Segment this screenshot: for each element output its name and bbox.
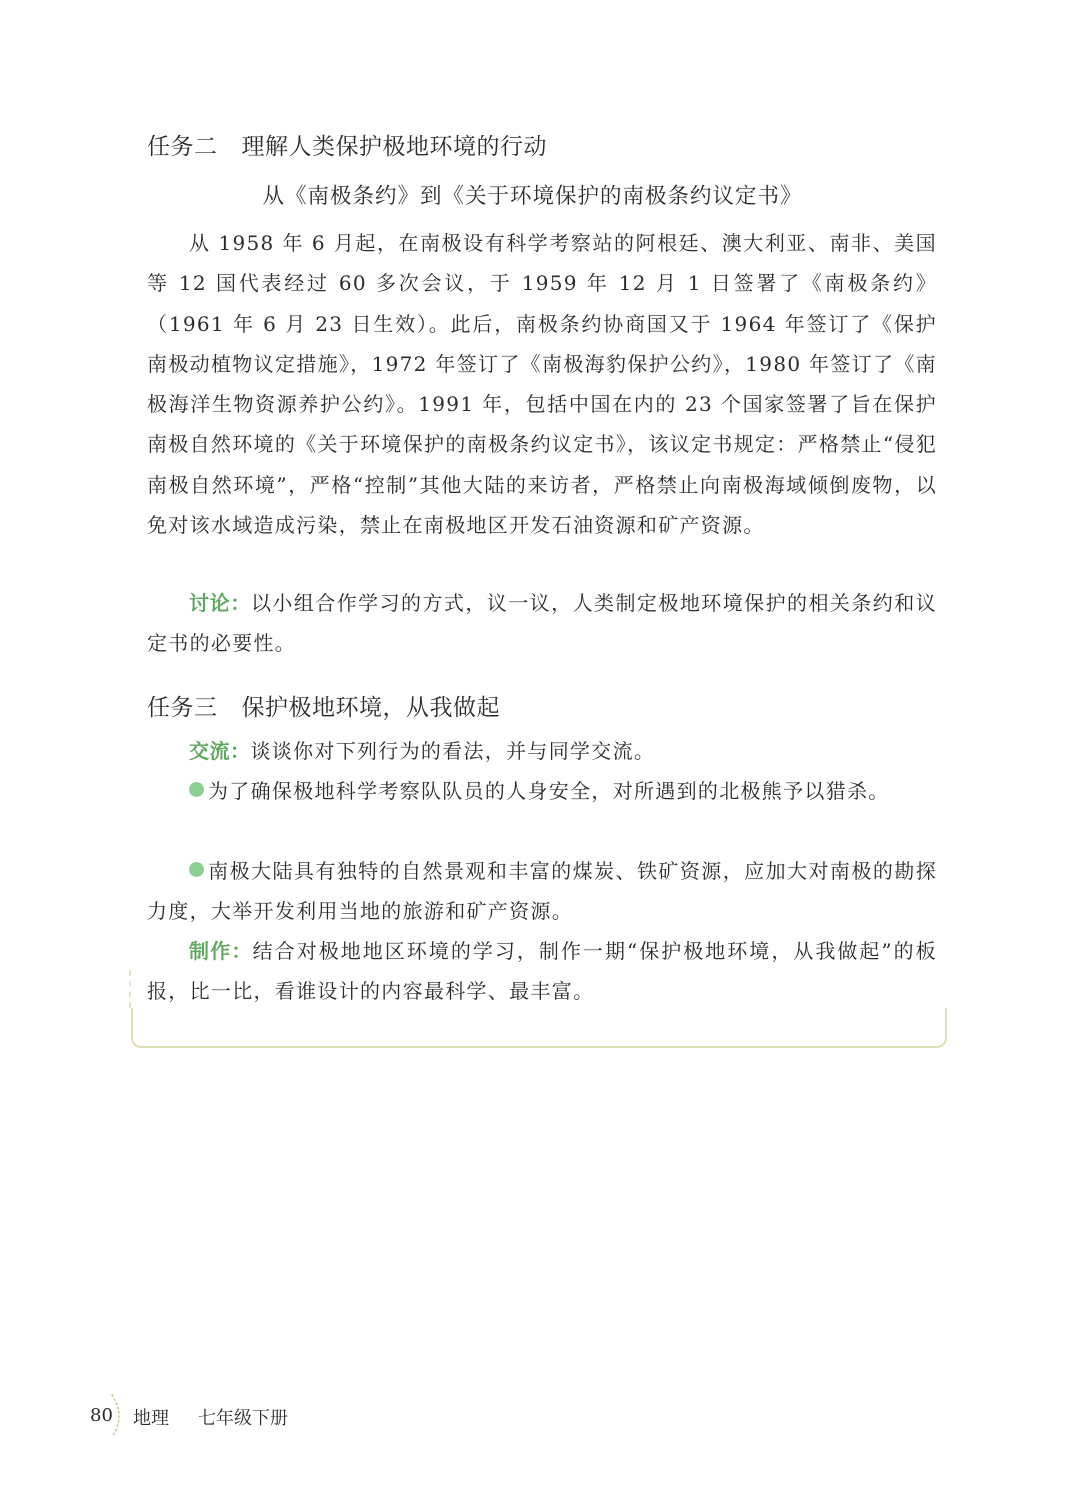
footer-subject: 地理: [133, 1408, 169, 1429]
task2-label: 任务二: [147, 134, 218, 160]
task3-heading: [147, 689, 500, 722]
green-bullet-icon: [189, 862, 204, 877]
exchange-bullet-text: 为了确保极地科学考察队队员的人身安全，对所遇到的北极熊予以猎杀。: [208, 779, 890, 803]
green-bullet-icon: [189, 782, 204, 797]
task3-title: 保护极地环境，从我做起: [241, 695, 500, 721]
activity-box-right-edge: [945, 1014, 947, 1028]
making-text: 结合对极地地区环境的学习，制作一期“保护极地环境，从我做起”的板报，比一比，看谁设计的内容最科学、最丰富。: [147, 939, 937, 1004]
activity-box-dashed-edge: [129, 970, 131, 1008]
discussion-block: [147, 583, 937, 664]
footer-dotted-arc-icon: [108, 1393, 128, 1439]
footer-grade: 七年级下册: [198, 1408, 288, 1429]
task2-title: 理解人类保护极地环境的行动: [241, 134, 547, 160]
discussion-text: 以小组合作学习的方式，议一议，人类制定极地环境保护的相关条约和议定书的必要性。: [147, 591, 937, 656]
exchange-text: 谈谈你对下列行为的看法，并与同学交流。: [250, 739, 656, 763]
activity-box-frame: [131, 1008, 947, 1048]
exchange-bullet-text: 南极大陆具有独特的自然景观和丰富的煤炭、铁矿资源，应加大对南极的勘探力度，大举开发利用当地的旅游和矿产资源。: [147, 859, 937, 924]
exchange-block: [147, 731, 937, 771]
page-number: 80: [90, 1405, 113, 1426]
exchange-bullet-item: [147, 851, 937, 932]
treaty-paragraph: 从 1958 年 6 月起，在南极设有科学考察站的阿根廷、澳大利亚、南非、美国等 12 国代表经过 60 多次会议，于 1959 年 12 月 1 日签署了《南极条约》（1961 年 6 月 23 日生效）。此后，南极条约协商国又于 1964 年签订了《保护南极动植物议定措施》，1972 年签订了《南极海豹保护公约》，1980 年签订了《南极海洋生物资源养护公约》。1991 年，包括中国在内的 23 个国家签署了旨在保护南极自然环境的《关于环境保护的南极条约议定书》，该议定书规定：严格禁止“侵犯南极自然环境”，严格“控制”其他大陆的来访者，严格禁止向南极海域倾倒废物，以免对该水域造成污染，禁止在南极地区开发石油资源和矿产资源。: [147, 231, 937, 538]
exchange-label: 交流：: [189, 739, 251, 763]
discussion-label: 讨论：: [189, 591, 251, 615]
exchange-bullet-item: [147, 771, 937, 811]
task2-heading: [147, 128, 547, 161]
making-label: 制作：: [189, 939, 253, 963]
article-title: 从《南极条约》到《关于环境保护的南极条约议定书》: [262, 184, 803, 209]
making-block: [147, 931, 937, 1012]
task3-label: 任务三: [147, 695, 218, 721]
